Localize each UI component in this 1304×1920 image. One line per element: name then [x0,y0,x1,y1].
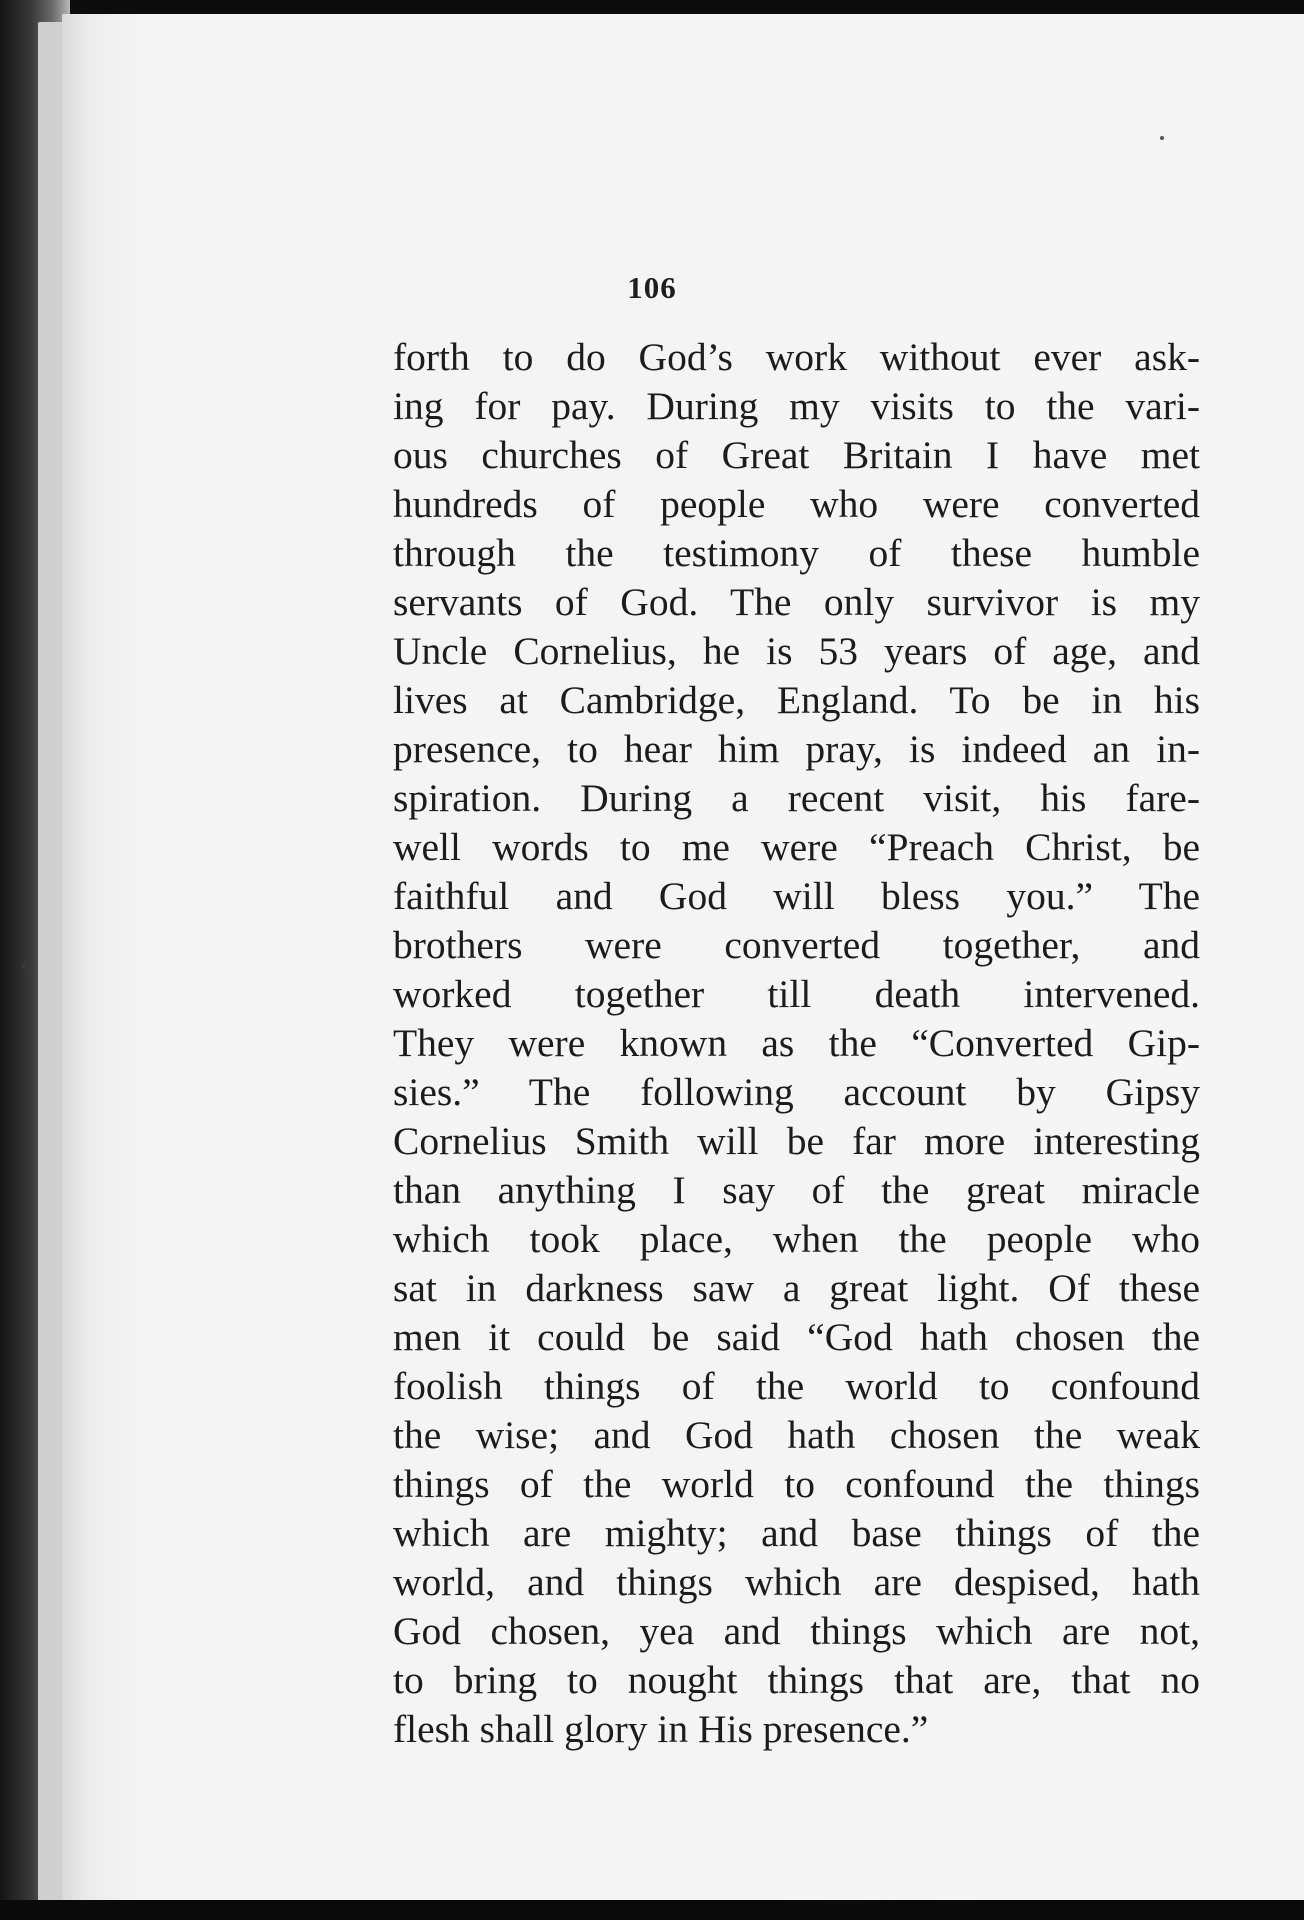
text-line: ing for pay. During my visits to the vari- [393,384,1200,428]
text-line: men it could be said “God hath chosen the [393,1315,1200,1359]
page-number: 106 [627,270,677,305]
text-line: servants of God. The only survivor is my [393,580,1200,624]
text-line: Uncle Cornelius, he is 53 years of age, and [393,629,1200,673]
text-line: well words to me were “Preach Christ, be [393,825,1200,869]
text-line: through the testimony of these humble [393,531,1200,575]
scan-speck [1160,136,1164,140]
text-line: foolish things of the world to confound [393,1364,1200,1408]
text-line: things of the world to confound the things [393,1462,1200,1506]
text-line: hundreds of people who were converted [393,482,1200,526]
text-line: They were known as the “Converted Gip- [393,1021,1200,1065]
scan-speck [22,965,26,969]
text-line: which are mighty; and base things of the [393,1511,1200,1555]
text-line: spiration. During a recent visit, his fare- [393,776,1200,820]
text-line: lives at Cambridge, England. To be in his [393,678,1200,722]
text-line: which took place, when the people who [393,1217,1200,1261]
text-line: God chosen, yea and things which are not, [393,1609,1200,1653]
text-line: brothers were converted together, and [393,923,1200,967]
text-line: the wise; and God hath chosen the weak [393,1413,1200,1457]
body-text [393,333,1200,1754]
text-line-last: flesh shall glory in His presence.” [393,1707,929,1751]
text-line: presence, to hear him pray, is indeed an in- [393,727,1200,771]
text-line: than anything I say of the great miracle [393,1168,1200,1212]
text-line: to bring to nought things that are, that no [393,1658,1200,1702]
scan-bottom-edge [0,1900,1304,1920]
text-line: world, and things which are despised, hath [393,1560,1200,1604]
text-line: sies.” The following account by Gipsy [393,1070,1200,1114]
text-line: worked together till death intervened. [393,972,1200,1016]
text-line: ous churches of Great Britain I have met [393,433,1200,477]
text-line: Cornelius Smith will be far more interesting [393,1119,1200,1163]
text-line: faithful and God will bless you.” The [393,874,1200,918]
text-line: sat in darkness saw a great light. Of these [393,1266,1200,1310]
text-line: forth to do God’s work without ever ask- [393,335,1200,379]
